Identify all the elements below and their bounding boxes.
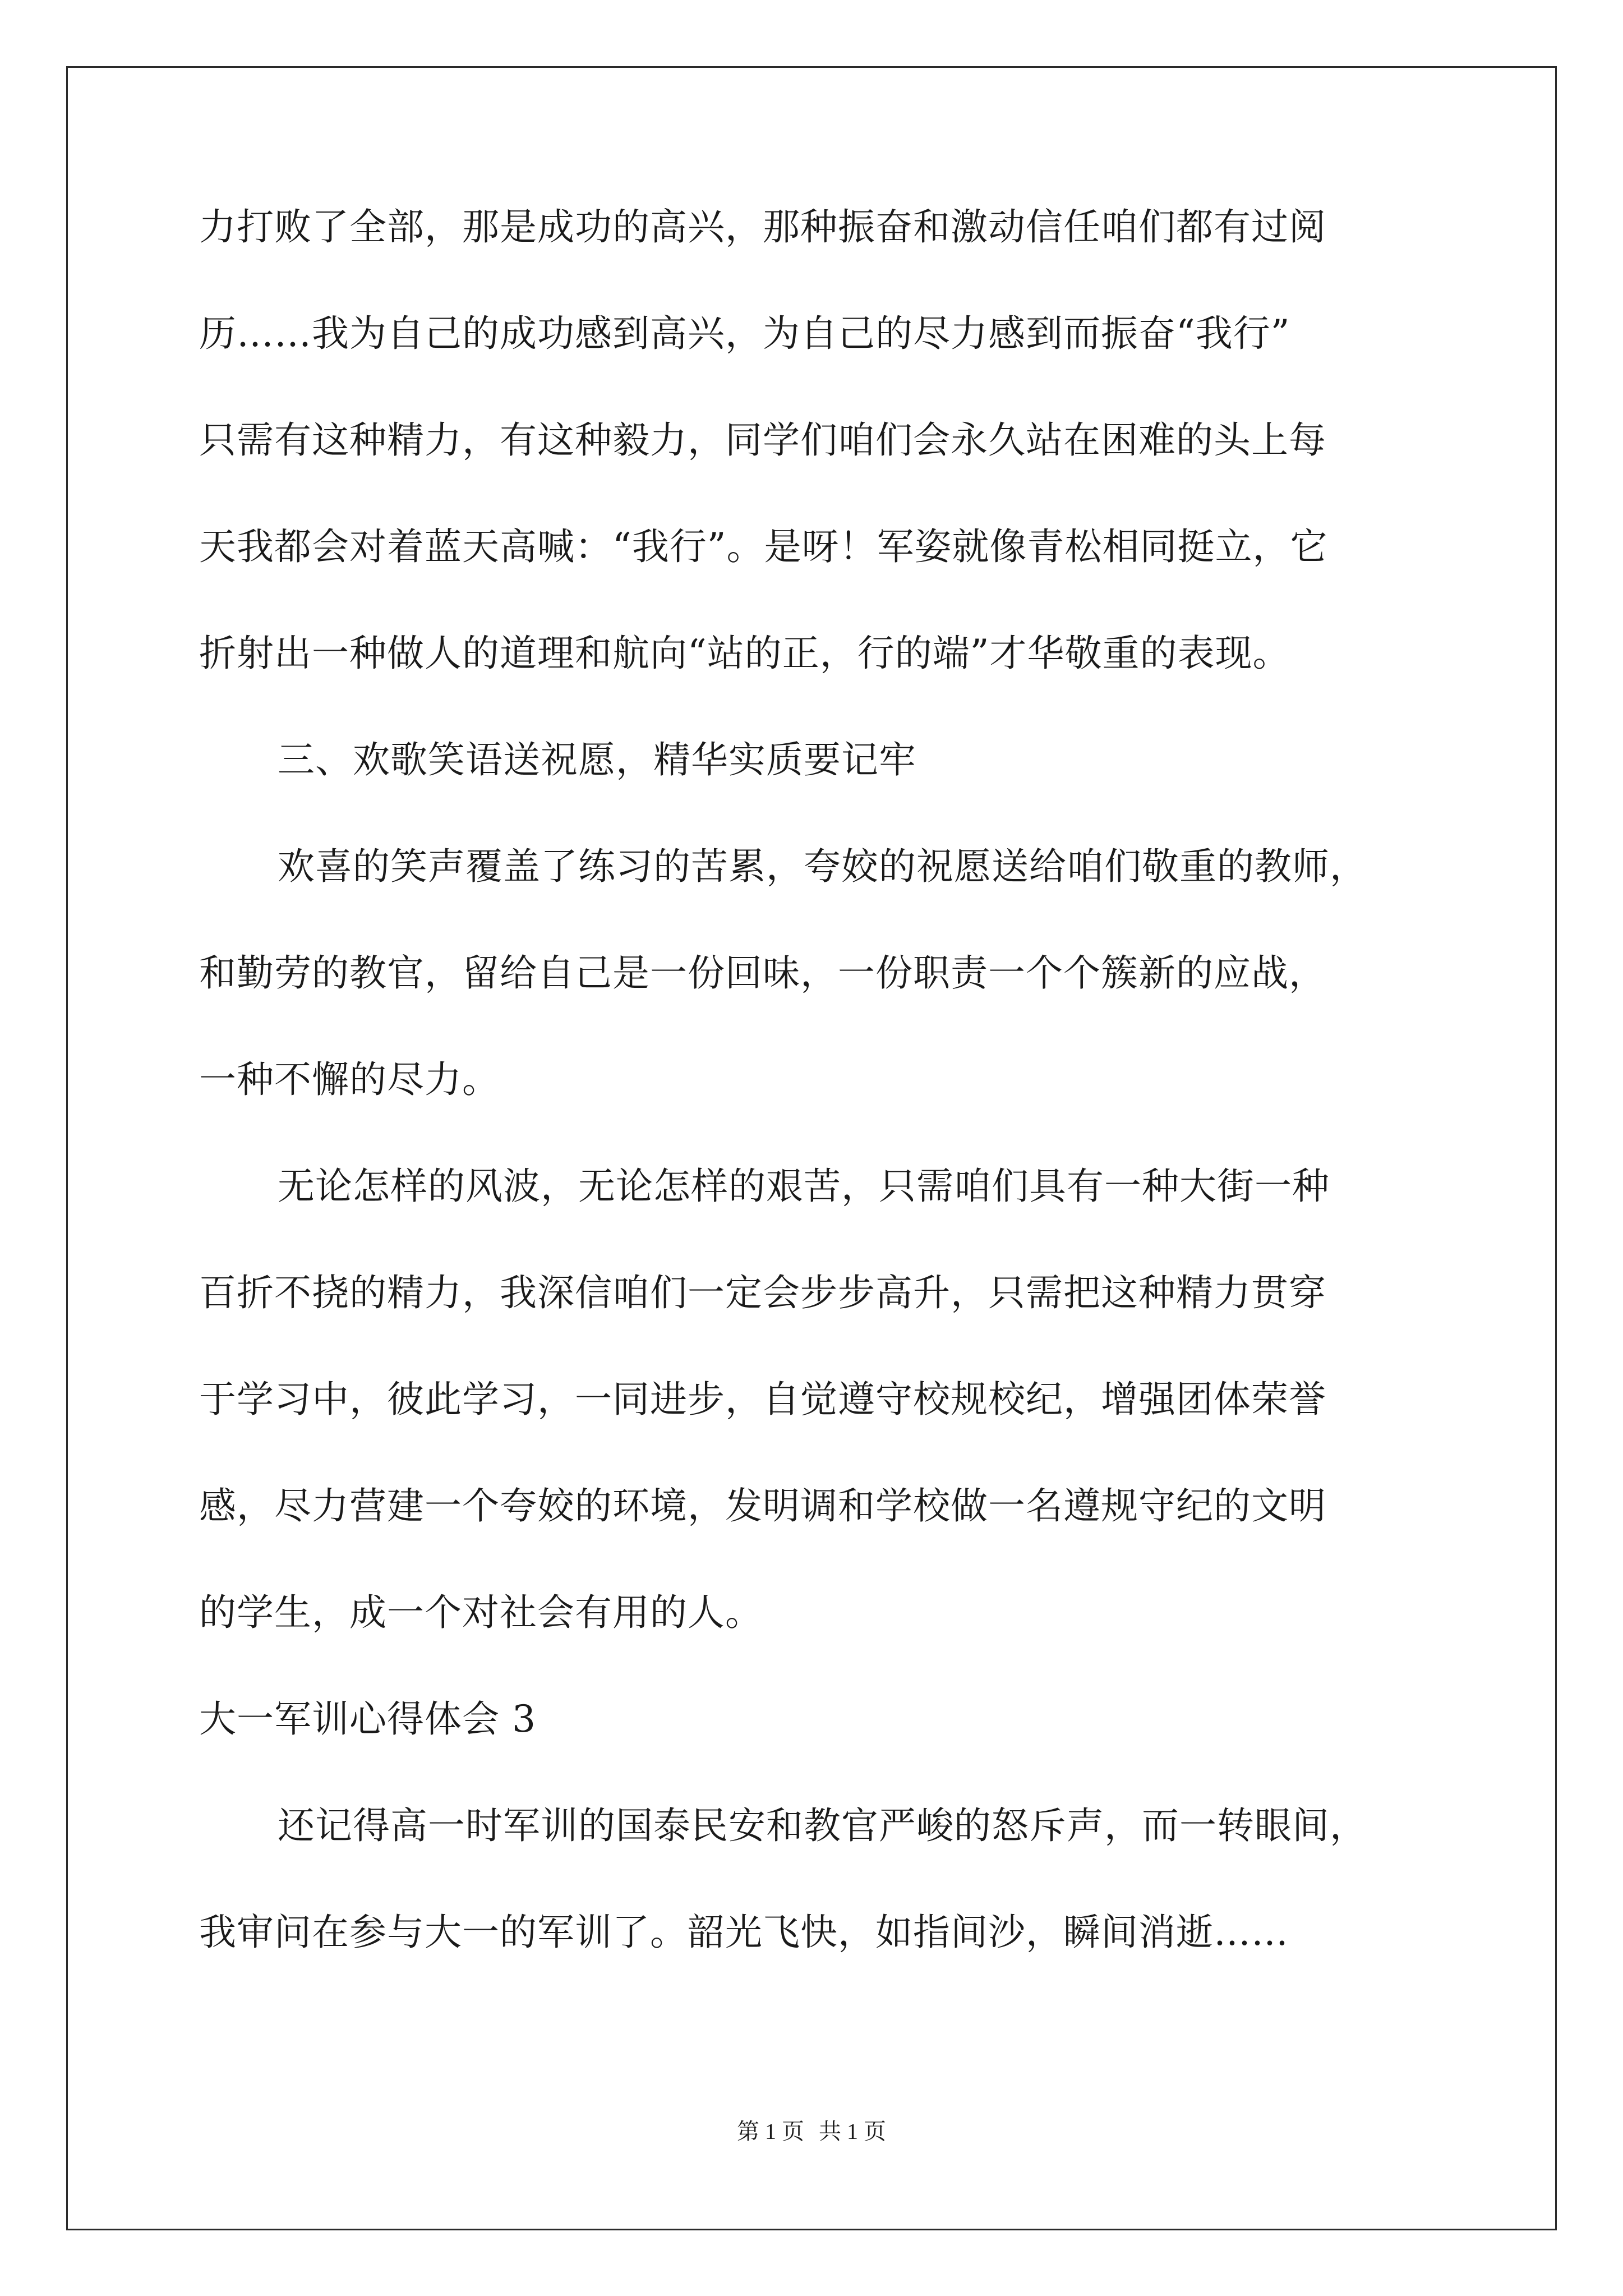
page-number: 第 1 页 xyxy=(737,2119,804,2144)
page-border xyxy=(66,66,1557,2230)
paragraph-line: 只需有这种精力，有这种毅力，同学们咱们会永久站在困难的头上每 xyxy=(199,418,1326,462)
paragraph-line: 的学生，成一个对社会有用的人。 xyxy=(199,1591,763,1634)
paragraph-line: 力打败了全部，那是成功的高兴，那种振奋和激动信任咱们都有过阅 xyxy=(199,205,1326,249)
paragraph-line: 百折不挠的精力，我深信咱们一定会步步高升，只需把这种精力贯穿 xyxy=(199,1271,1326,1314)
page-footer xyxy=(0,2114,1623,2146)
section-title: 三、欢歌笑语送祝愿，精华实质要记牢 xyxy=(278,738,916,781)
page-total: 共 1 页 xyxy=(819,2119,886,2144)
paragraph-line: 无论怎样的风波，无论怎样的艰苦，只需咱们具有一种大街一种 xyxy=(278,1165,1330,1208)
paragraph-line: 一种不懈的尽力。 xyxy=(199,1058,500,1101)
paragraph-line: 我审问在参与大一的军训了。韶光飞快，如指间沙，瞬间消逝…… xyxy=(199,1911,1289,1954)
paragraph-line: 感，尽力营建一个夸姣的环境，发明调和学校做一名遵规守纪的文明 xyxy=(199,1484,1326,1527)
paragraph-line: 历……我为自己的成功感到高兴，为自己的尽力感到而振奋“我行” xyxy=(199,312,1290,355)
paragraph-line: 折射出一种做人的道理和航向“站的正，行的端”才华敬重的表现。 xyxy=(199,632,1290,675)
section-heading: 大一军训心得体会 3 xyxy=(199,1697,536,1741)
paragraph-line: 于学习中，彼此学习，一同进步，自觉遵守校规校纪，增强团体荣誉 xyxy=(199,1378,1326,1421)
paragraph-line: 欢喜的笑声覆盖了练习的苦累，夸姣的祝愿送给咱们敬重的教师， xyxy=(278,845,1367,888)
paragraph-line: 还记得高一时军训的国泰民安和教官严峻的怒斥声，而一转眼间， xyxy=(278,1804,1367,1847)
paragraph-line: 和勤劳的教官，留给自己是一份回味，一份职责一个个簇新的应战， xyxy=(199,951,1326,995)
paragraph-line: 天我都会对着蓝天高喊：“我行”。是呀！军姿就像青松相同挺立，它 xyxy=(199,525,1328,568)
